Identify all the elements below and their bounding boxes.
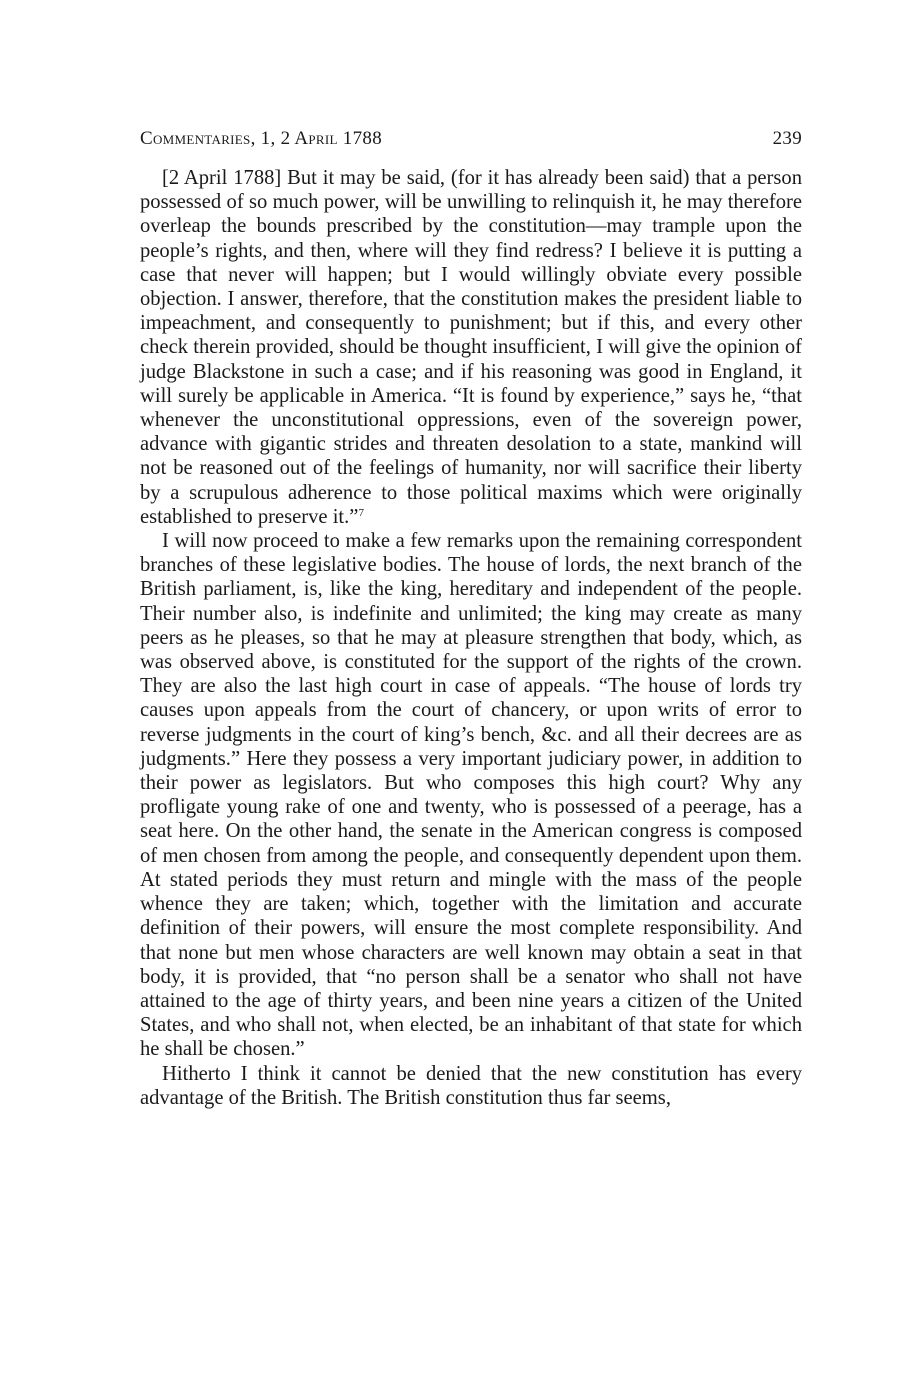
footnote-reference: 7: [358, 506, 364, 519]
paragraph-text: Hitherto I think it cannot be denied that the new constitution has every advantage of the British. The British constitution thus far seems,: [140, 1062, 802, 1109]
paragraph-text: [2 April 1788] But it may be said, (for it has already been said) that a person possessed of so much power, will be unwilling to relinquish it, he may therefore overleap the bounds prescribed by the constitution—may trample upon the people’s rights, and then, where will they find redress? I believe it is putting a case that never will happen; but I would willingly obviate every possible objection. I answer, therefore, that the constitution makes the president liable to impeachment, and consequently to punishment; but if this, and every other check therein provided, should be thought insufficient, I will give the opinion of judge Blackstone in such a case; and if his reasoning was good in England, it will surely be applicable in America. “It is found by experience,” says he, “that whenever the unconstitutional oppressions, even of the sovereign power, advance with gigantic strides and threaten desolation to a state, mankind will not be reasoned out of the feelings of humanity, nor will sacrifice their liberty by a scrupulous adherence to those political maxims which were originally established to preserve it.”: [140, 167, 802, 528]
page-number: 239: [772, 128, 802, 149]
running-head: [140, 128, 802, 150]
paragraph: [140, 166, 802, 529]
paragraph: [140, 1062, 802, 1110]
paragraph: [140, 529, 802, 1061]
paragraph-text: I will now proceed to make a few remarks upon the remaining correspondent branches of these legislative bodies. The house of lords, the next branch of the British parliament, is, like the king, hereditary and independent of the people. Their number also, is indefinite and unlimited; the king may create as many peers as he pleases, so that he may at pleasure strengthen that body, which, as was observed above, is constituted for the support of the rights of the crown. They are also the last high court in case of appeals. “The house of lords try causes upon appeals from the court of chancery, or upon writs of error to reverse judgments in the court of king’s bench, &c. and all their decrees are as judgments.” Here they possess a very important judiciary power, in addition to their power as legislators. But who composes this high court? Why any profligate young rake of one and twenty, who is possessed of a peerage, has a seat here. On the other hand, the senate in the American congress is composed of men chosen from among the people, and consequently dependent upon them. At stated periods they must return and mingle with the mass of the people whence they are taken; which, together with the limitation and accurate definition of their powers, will ensure the most complete responsibility. And that none but men whose characters are well known may obtain a seat in that body, it is provided, that “no person shall be a senator who shall not have attained to the age of thirty years, and been nine years a citizen of the United States, and who shall not, when elected, be an inhabitant of that state for which he shall be chosen.”: [140, 530, 802, 1061]
body-text: [140, 166, 802, 1110]
running-head-title: Commentaries, 1, 2 April 1788: [140, 128, 383, 149]
document-page: [140, 128, 802, 1110]
